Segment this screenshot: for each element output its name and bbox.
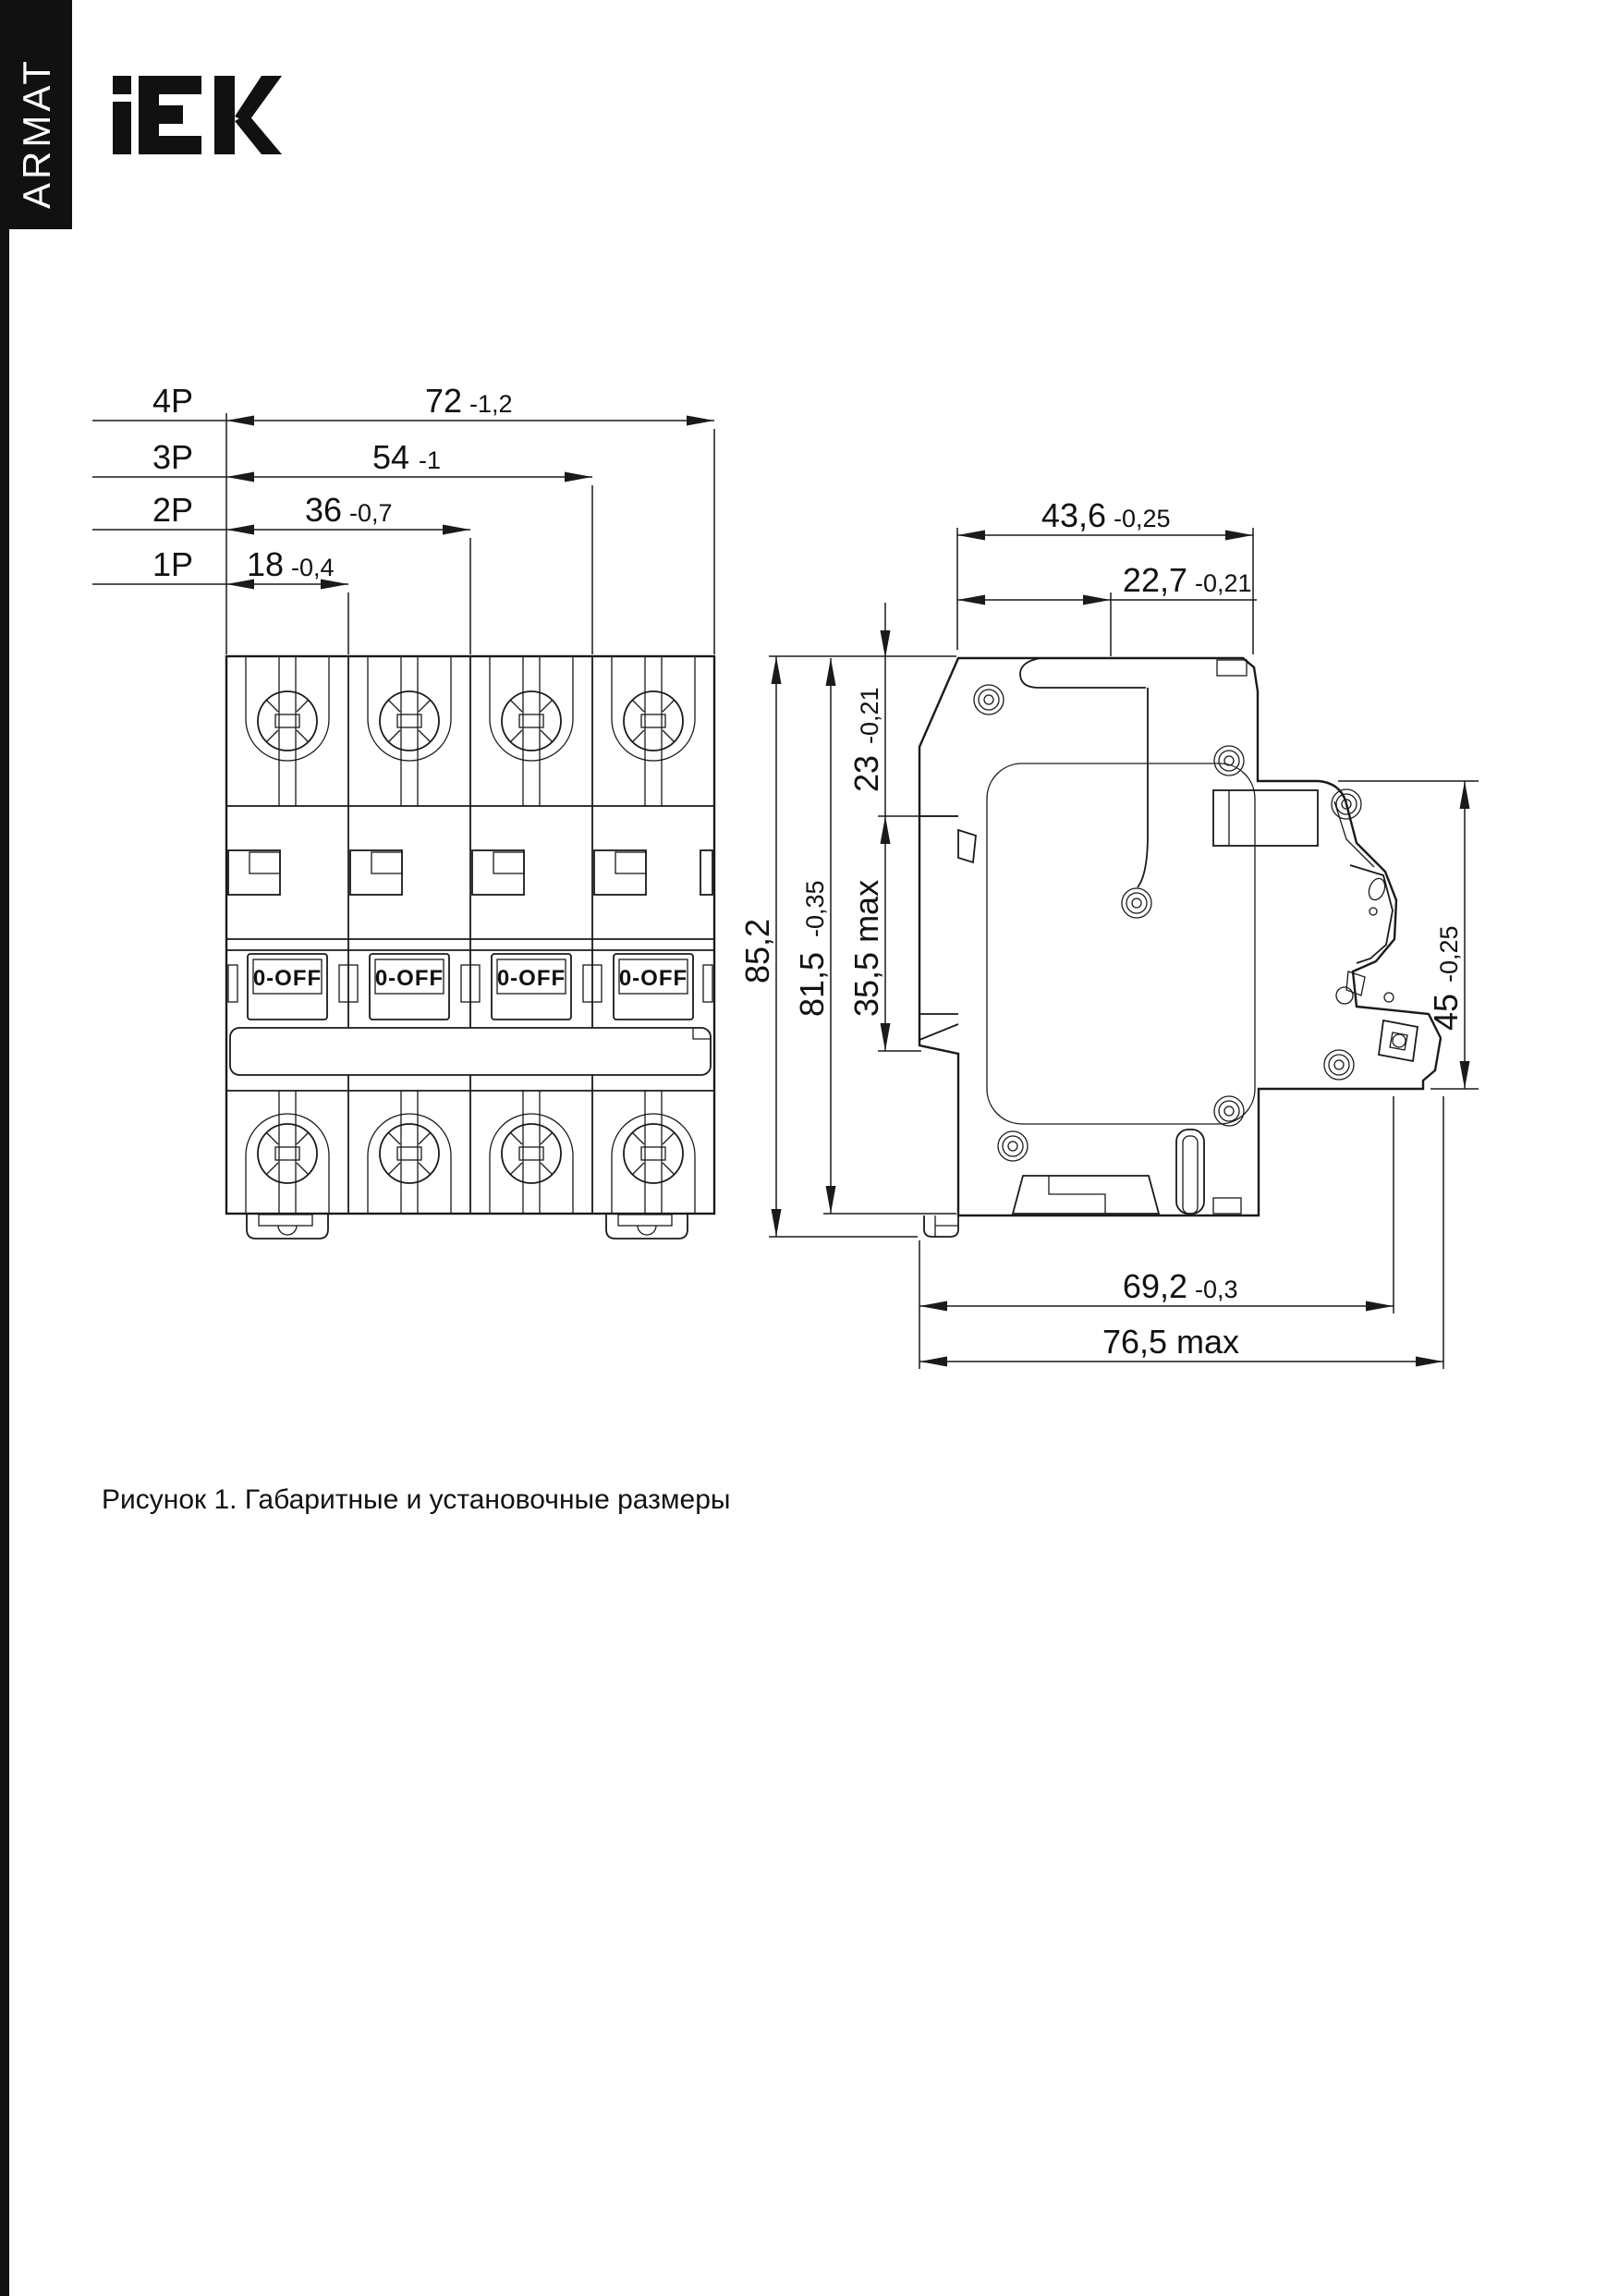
dimension-value: 45	[1427, 993, 1465, 1031]
pole-count-label: 3P	[152, 438, 194, 476]
dimension-tolerance: -0,35	[801, 880, 829, 937]
switch-state-label: 0-OFF	[496, 966, 566, 991]
dimension-value: 76,5 max	[1102, 1323, 1240, 1361]
dimension-tolerance: -1,2	[469, 390, 513, 418]
dimension-tolerance: -0,25	[1114, 505, 1171, 532]
dimension-value: 54	[371, 438, 409, 476]
series-label: ARMAT	[15, 57, 58, 209]
dimension-tolerance: -0,3	[1195, 1276, 1238, 1303]
dimension-tolerance: -0,21	[856, 687, 883, 744]
dimension-tolerance: -0,25	[1435, 925, 1463, 983]
dimension-value: 85,2	[738, 918, 776, 983]
dimension-value: 81,5	[793, 951, 831, 1017]
switch-state-label: 0-OFF	[618, 966, 688, 991]
dimension-value: 72	[424, 382, 462, 420]
switch-state-label: 0-OFF	[374, 966, 444, 991]
dimension-tolerance: -0,21	[1195, 569, 1252, 597]
dimension-value: 22,7	[1122, 561, 1187, 599]
pole-count-label: 4P	[152, 382, 194, 420]
dimension-tolerance: -0,4	[291, 554, 335, 581]
dimension-value: 35,5 max	[847, 879, 885, 1017]
figure-caption: Рисунок 1. Габаритные и установочные размеры	[102, 1484, 731, 1515]
dimension-value: 18	[246, 545, 284, 583]
dimension-value: 23	[847, 754, 885, 792]
page-edge-strip	[0, 0, 9, 2296]
dimension-tolerance: -0,7	[349, 499, 393, 527]
dimension-value: 69,2	[1122, 1267, 1187, 1305]
series-sidebar	[0, 0, 72, 229]
switch-state-label: 0-OFF	[252, 966, 323, 991]
pole-count-label: 2P	[152, 491, 194, 529]
dimension-tolerance: -1	[419, 446, 442, 474]
pole-count-label: 1P	[152, 545, 194, 583]
dimension-value: 36	[304, 491, 342, 529]
dimension-value: 43,6	[1041, 496, 1106, 534]
